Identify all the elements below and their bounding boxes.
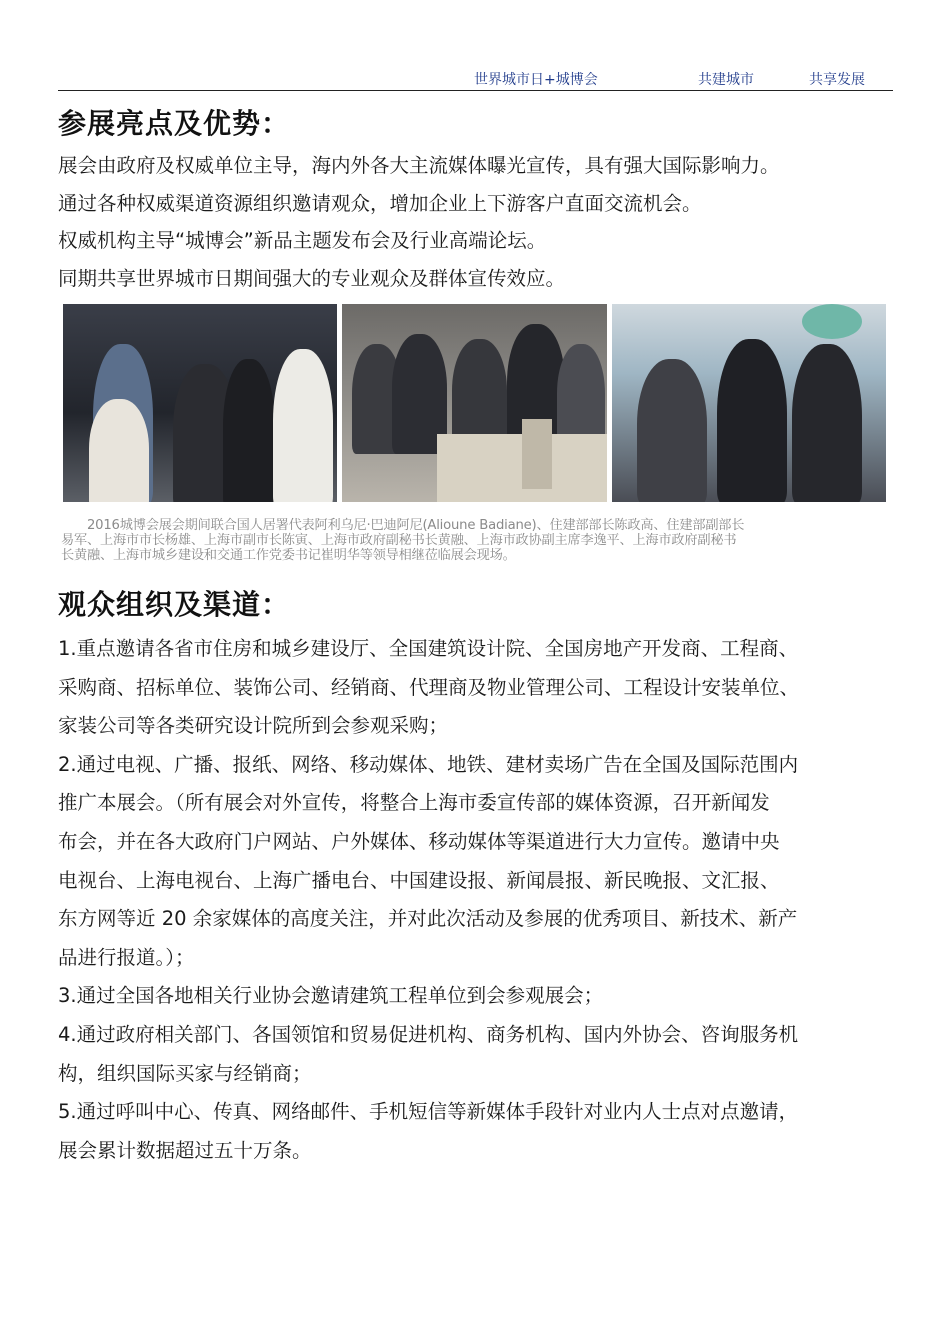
page-header: [58, 66, 893, 91]
highlight-line: 权威机构主导“城博会”新品主题发布会及行业高端论坛。: [58, 229, 547, 252]
channel-line: 东方网等近 20 余家媒体的高度关注，并对此次活动及参展的优秀项目、新技术、新产: [58, 907, 798, 931]
header-item-city-day: 世界城市日+城博会: [474, 72, 598, 88]
highlight-line: 通过各种权威渠道资源组织邀请观众，增加企业上下游客户直面交流机会。: [58, 191, 702, 215]
caption-line: 2016城博会展会期间联合国人居署代表阿利乌尼·巴迪阿尼(Alioune Badiane)、住建部部长陈政高、住建部副部长: [61, 518, 745, 533]
channels-body: [58, 630, 898, 1170]
header-item-share-development: 共享发展: [809, 72, 865, 88]
channel-line: 采购商、招标单位、装饰公司、经销商、代理商及物业管理公司、工程设计安装单位、: [58, 675, 800, 699]
exhibition-photo-2: [342, 304, 607, 502]
caption-line: 长黄融、上海市城乡建设和交通工作党委书记崔明华等领导相继莅临展会现场。: [61, 548, 516, 563]
channel-line: 3.通过全国各地相关行业协会邀请建筑工程单位到会参观展会；: [58, 984, 604, 1008]
exhibition-photo-1: [63, 304, 337, 502]
exhibition-photo-3: [612, 304, 886, 502]
channel-line: 电视台、上海电视台、上海广播电台、中国建设报、新闻晨报、新民晚报、文汇报、: [58, 868, 780, 892]
channel-line: 4.通过政府相关部门、各国领馆和贸易促进机构、商务机构、国内外协会、咨询服务机: [58, 1022, 799, 1046]
photo-strip: [63, 304, 886, 502]
channel-line: 构，组织国际买家与经销商；: [58, 1061, 312, 1085]
highlight-line: 同期共享世界城市日期间强大的专业观众及群体宣传效应。: [58, 266, 566, 290]
header-item-build-city: 共建城市: [698, 72, 754, 88]
channel-line: 家装公司等各类研究设计院所到会参观采购；: [58, 714, 449, 738]
channel-line: 品进行报道。）；: [58, 945, 195, 969]
channels-title: 观众组织及渠道：: [58, 588, 291, 621]
highlights-title: 参展亮点及优势：: [58, 107, 291, 140]
channel-line: 展会累计数据超过五十万条。: [58, 1138, 312, 1162]
channel-line: 2.通过电视、广播、报纸、网络、移动媒体、地铁、建材卖场广告在全国及国际范围内: [58, 752, 799, 776]
highlights-body: [58, 147, 898, 297]
photo-caption: [61, 518, 893, 563]
channel-line: 5.通过呼叫中心、传真、网络邮件、手机短信等新媒体手段针对业内人士点对点邀请，: [58, 1100, 799, 1124]
channel-line: 1.重点邀请各省市住房和城乡建设厅、全国建筑设计院、全国房地产开发商、工程商、: [58, 637, 799, 660]
highlight-line: 展会由政府及权威单位主导，海内外各大主流媒体曝光宣传，具有强大国际影响力。: [58, 154, 780, 177]
channel-line: 布会，并在各大政府门户网站、户外媒体、移动媒体等渠道进行大力宣传。邀请中央: [58, 829, 780, 853]
channel-line: 推广本展会。（所有展会对外宣传，将整合上海市委宣传部的媒体资源，召开新闻发: [58, 791, 770, 815]
caption-line: 易军、上海市市长杨雄、上海市副市长陈寅、上海市政府副秘书长黄融、上海市政协副主席李逸平、上海市政府副秘书: [61, 533, 737, 548]
